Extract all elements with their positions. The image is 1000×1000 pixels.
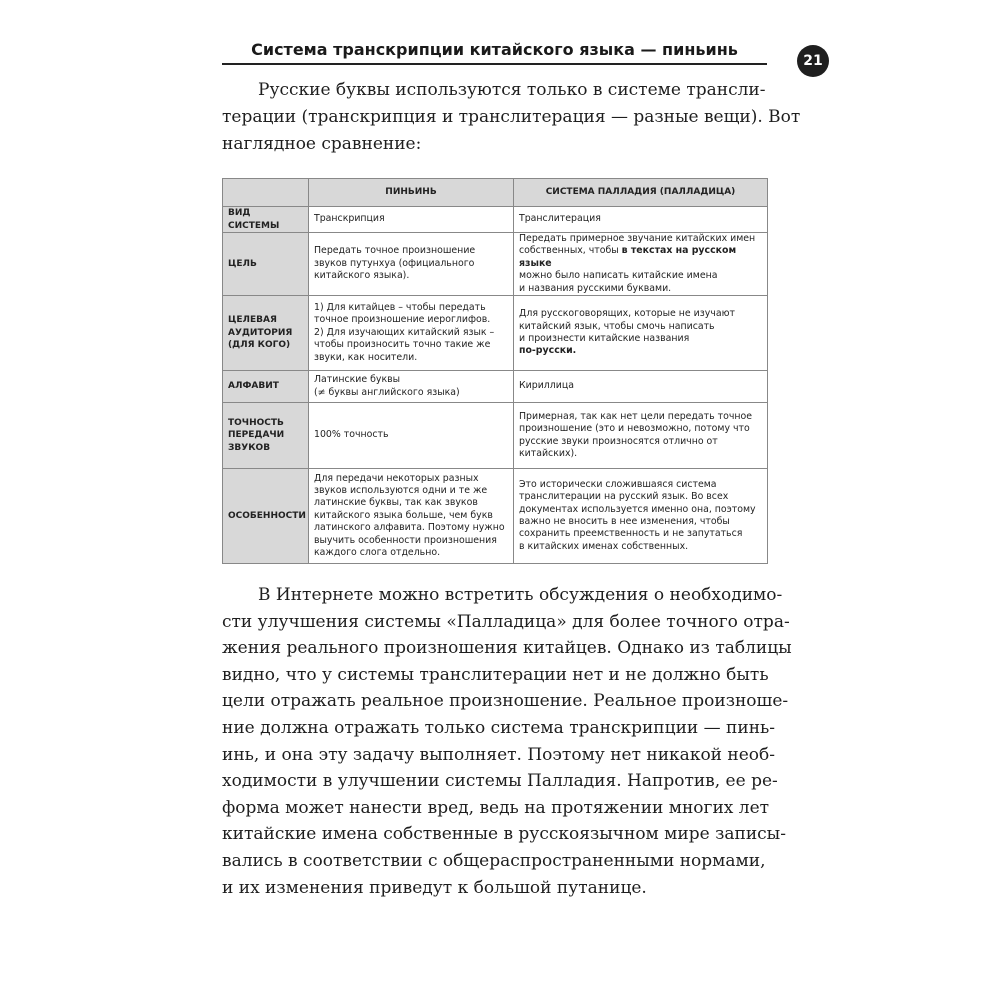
- table-row: [223, 371, 768, 403]
- closing-line: ходимости в улучшении системы Палладия. Напротив, ее ре-: [222, 771, 778, 792]
- pinyin-cell-line: каждого слога отдельно.: [314, 547, 441, 559]
- pinyin-cell-line: точное произношение иероглифов.: [314, 314, 491, 326]
- palladius-cell-line: [519, 283, 762, 295]
- palladius-cell-line: [519, 213, 762, 225]
- palladius-cell-line: [519, 541, 762, 553]
- table-row: [223, 403, 768, 469]
- cell-text: можно было написать китайские имена: [519, 270, 718, 282]
- header-rule: [222, 63, 767, 65]
- pinyin-cell-line: звуков используются одни и те же: [314, 485, 488, 497]
- pinyin-cell-line: Транскрипция: [314, 213, 385, 225]
- row-label-line: (ДЛЯ КОГО): [228, 340, 291, 351]
- table-row: [223, 296, 768, 371]
- row-label-line: ОСОБЕННОСТИ: [228, 510, 306, 521]
- palladius-cell: [514, 469, 768, 564]
- pinyin-cell-line: китайского языка).: [314, 270, 410, 282]
- pinyin-cell: [309, 207, 514, 233]
- pinyin-cell-line: Передать точное произношение: [314, 245, 476, 257]
- row-label-line: ВИД СИСТЕМЫ: [228, 208, 280, 231]
- cell-text: и названия русскими буквами.: [519, 282, 672, 294]
- closing-line: вались в соответствии с общераспространенными нормами,: [222, 850, 766, 871]
- pinyin-cell: [309, 296, 514, 371]
- palladius-cell-line: [519, 528, 762, 540]
- row-label-line: ТОЧНОСТЬ: [228, 417, 284, 428]
- cell-text: Примерная, так как нет цели передать точное: [519, 410, 752, 422]
- row-label-cell: [223, 403, 309, 469]
- palladius-cell: [514, 207, 768, 233]
- pinyin-cell-line: звуков путунхуа (официального: [314, 257, 475, 269]
- palladius-cell-line: [519, 308, 762, 320]
- row-label-cell: [223, 233, 309, 296]
- pinyin-cell: [309, 233, 514, 296]
- cell-text: в китайских именах собственных.: [519, 540, 689, 552]
- palladius-cell-line: [519, 504, 762, 516]
- palladius-cell-line: [519, 345, 762, 357]
- header-cell-pinyin: ПИНЬИНЬ: [309, 179, 514, 207]
- cell-text: Кириллица: [519, 380, 574, 392]
- palladius-cell-line: [519, 245, 762, 270]
- intro-line: терации (транскрипция и транслитерация — разные вещи). Вот: [222, 107, 801, 127]
- row-label-line: АУДИТОРИЯ: [228, 327, 293, 338]
- pinyin-cell: [309, 469, 514, 564]
- cell-text: документах используется именно она, поэтому: [519, 503, 756, 515]
- page-number-badge: 21: [797, 45, 829, 77]
- intro-paragraph: [222, 77, 801, 158]
- palladius-cell: [514, 233, 768, 296]
- emphasis-text: в текстах на русском языке: [519, 245, 737, 269]
- closing-line: В Интернете можно встретить обсуждения о необходимо-: [258, 585, 783, 605]
- cell-text: Это исторически сложившаяся система: [519, 478, 717, 490]
- palladius-cell-line: [519, 491, 762, 503]
- closing-line: китайские имена собственные в русскоязычном мире записы-: [222, 824, 786, 845]
- row-label-line: ЦЕЛЕВАЯ: [228, 315, 277, 326]
- palladius-cell-line: [519, 333, 762, 345]
- palladius-cell-line: [519, 516, 762, 528]
- pinyin-cell-line: чтобы произносить точно такие же: [314, 339, 491, 351]
- closing-line: инь, и она эту задачу выполняет. Поэтому нет никакой необ-: [222, 744, 776, 765]
- cell-text: произношение (это и невозможно, потому что: [519, 423, 750, 435]
- row-label-line: ЦЕЛЬ: [228, 258, 257, 269]
- pinyin-cell-line: Латинские буквы: [314, 374, 401, 386]
- palladius-cell: [514, 403, 768, 469]
- palladius-cell-line: [519, 436, 762, 448]
- comparison-table: [222, 178, 768, 564]
- emphasis-text: по-русски.: [519, 345, 577, 357]
- comparison-table-wrapper: [222, 178, 767, 564]
- palladius-cell-line: [519, 321, 762, 333]
- row-label-line: АЛФАВИТ: [228, 381, 279, 392]
- palladius-cell-line: [519, 448, 762, 460]
- pinyin-cell: [309, 403, 514, 469]
- closing-line: жения реального произношения китайцев. Однако из таблицы: [222, 638, 792, 659]
- pinyin-cell-line: звуки, как носители.: [314, 351, 418, 363]
- palladius-cell-line: [519, 380, 762, 392]
- closing-line: видно, что у системы транслитерации нет и не должно быть: [222, 664, 769, 685]
- pinyin-cell-line: китайского языка больше, чем букв: [314, 509, 493, 521]
- palladius-cell: [514, 371, 768, 403]
- running-title: Система транскрипции китайского языка — пиньинь: [251, 40, 738, 59]
- pinyin-cell-line: латинского алфавита. Поэтому нужно: [314, 522, 505, 534]
- palladius-cell-line: [519, 270, 762, 282]
- header-cell-empty: [223, 179, 309, 207]
- closing-line: сти улучшения системы «Палладица» для более точного отра-: [222, 611, 790, 632]
- pinyin-cell-line: 1) Для китайцев – чтобы передать: [314, 302, 486, 314]
- pinyin-cell: [309, 371, 514, 403]
- closing-paragraph: [222, 582, 792, 901]
- row-label-cell: [223, 296, 309, 371]
- palladius-cell-line: [519, 233, 762, 245]
- cell-text: транслитерации на русский язык. Во всех: [519, 491, 729, 503]
- pinyin-cell-line: Для передачи некоторых разных: [314, 472, 479, 484]
- pinyin-cell-line: (≠ буквы английского языка): [314, 386, 460, 398]
- row-label-cell: [223, 207, 309, 233]
- palladius-cell-line: [519, 423, 762, 435]
- cell-text: русские звуки произносятся отлично от: [519, 435, 718, 447]
- cell-text: Передать примерное звучание китайских имен: [519, 233, 756, 244]
- table-row: [223, 233, 768, 296]
- palladius-cell-line: [519, 479, 762, 491]
- table-header-row: [223, 179, 768, 207]
- pinyin-cell-line: 100% точность: [314, 429, 389, 441]
- intro-line: наглядное сравнение:: [222, 134, 422, 154]
- row-label-line: ЗВУКОВ: [228, 442, 271, 453]
- intro-line: Русские буквы используются только в системе трансли-: [258, 80, 766, 100]
- cell-text: важно не вносить в нее изменения, чтобы: [519, 516, 730, 528]
- row-label-cell: [223, 469, 309, 564]
- cell-text: собственных, чтобы: [519, 245, 622, 257]
- closing-line: и их изменения приведут к большой путанице.: [222, 877, 647, 898]
- closing-line: форма может нанести вред, ведь на протяжении многих лет: [222, 797, 770, 818]
- row-label-cell: [223, 371, 309, 403]
- pinyin-cell-line: латинские буквы, так как звуков: [314, 497, 478, 509]
- pinyin-cell-line: 2) Для изучающих китайский язык –: [314, 326, 495, 338]
- table-row: [223, 469, 768, 564]
- palladius-cell-line: [519, 411, 762, 423]
- cell-text: сохранить преемственность и не запутаться: [519, 528, 743, 540]
- pinyin-cell-line: выучить особенности произношения: [314, 534, 497, 546]
- cell-text: и произнести китайские названия: [519, 333, 690, 345]
- cell-text: китайских).: [519, 447, 578, 459]
- palladius-cell: [514, 296, 768, 371]
- cell-text: Транслитерация: [519, 213, 601, 225]
- table-row: [223, 207, 768, 233]
- header-cell-palladius: СИСТЕМА ПАЛЛАДИЯ (ПАЛЛАДИЦА): [514, 179, 768, 207]
- closing-line: ние должна отражать только система транскрипции — пинь-: [222, 717, 776, 738]
- cell-text: китайский язык, чтобы смочь написать: [519, 320, 715, 332]
- closing-line: цели отражать реальное произношение. Реальное произноше-: [222, 691, 789, 712]
- row-label-line: ПЕРЕДАЧИ: [228, 430, 285, 441]
- cell-text: Для русскоговорящих, которые не изучают: [519, 308, 735, 320]
